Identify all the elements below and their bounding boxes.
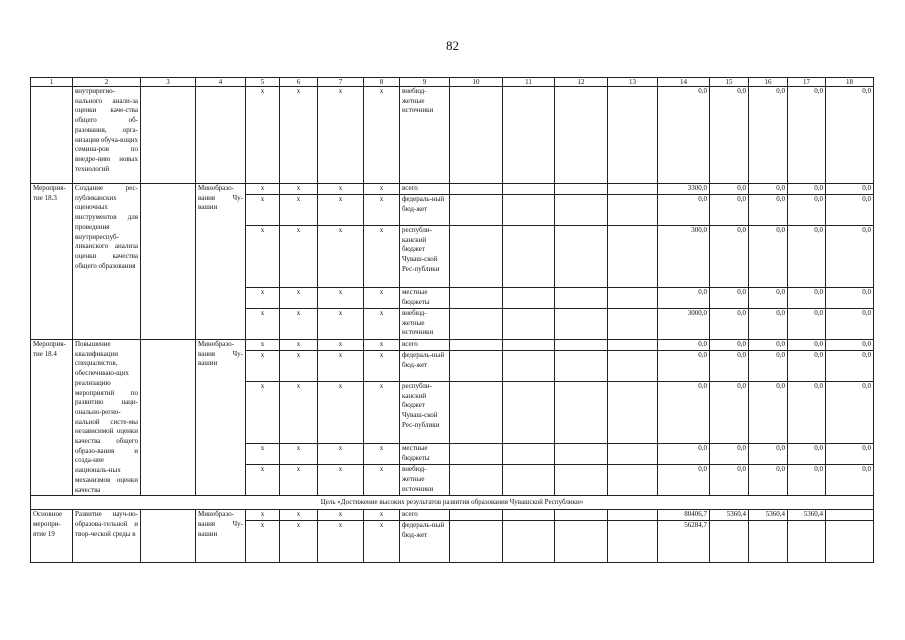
- empty-cell: [450, 226, 503, 288]
- x-mark: x: [246, 309, 280, 340]
- x-mark: x: [246, 195, 280, 226]
- funding-source: местные бюджеты: [400, 444, 450, 465]
- amount-cell: 0,0: [788, 288, 826, 309]
- empty-cell: [608, 465, 658, 496]
- amount-cell: 0,0: [710, 444, 749, 465]
- x-mark: x: [318, 87, 364, 184]
- amount-cell: 0,0: [749, 309, 788, 340]
- funding-source: федераль-ный бюд-жет: [400, 351, 450, 382]
- amount-cell: 0,0: [710, 288, 749, 309]
- amount-cell: 56284,7: [658, 521, 710, 563]
- table-row: [31, 510, 874, 521]
- x-mark: x: [280, 382, 318, 444]
- amount-cell: 0,0: [788, 351, 826, 382]
- x-mark: x: [364, 195, 400, 226]
- amount-cell: 0,0: [826, 465, 874, 496]
- header-row: [31, 78, 874, 87]
- empty-cell: [608, 351, 658, 382]
- x-mark: x: [364, 382, 400, 444]
- empty-cell: [608, 195, 658, 226]
- amount-cell: 5360,4: [788, 510, 826, 521]
- empty-cell: [503, 184, 555, 195]
- funding-source: внебюд-жетные источники: [400, 87, 450, 184]
- amount-cell: 0,0: [749, 465, 788, 496]
- event-name: внутрирегио-нального анали-за оценки каче-ства общего об-разования, орга-низация обуча-ющих семина-ров по внедре-нию новых технологий: [73, 87, 141, 184]
- event-label: Мероприя-тие 18.3: [31, 184, 73, 340]
- x-mark: x: [246, 521, 280, 563]
- x-mark: x: [364, 465, 400, 496]
- x-mark: x: [364, 184, 400, 195]
- event-name: Развитие науч-но-образова-тельной и твор-ческой среды в: [73, 510, 141, 563]
- col-header: 17: [788, 78, 826, 87]
- x-mark: x: [280, 87, 318, 184]
- empty-cell: [608, 444, 658, 465]
- amount-cell: 0,0: [826, 195, 874, 226]
- x-mark: x: [318, 195, 364, 226]
- amount-cell: 0,0: [710, 382, 749, 444]
- x-mark: x: [280, 309, 318, 340]
- amount-cell: 0,0: [826, 184, 874, 195]
- x-mark: x: [318, 226, 364, 288]
- amount-cell: 0,0: [749, 288, 788, 309]
- goal-title: Цель «Достижение высоких результатов развития образования Чувашской Республики»: [31, 496, 874, 510]
- x-mark: x: [364, 340, 400, 351]
- empty-cell: [450, 184, 503, 195]
- amount-cell: 0,0: [826, 351, 874, 382]
- amount-cell: 0,0: [710, 351, 749, 382]
- amount-cell: 3300,0: [658, 184, 710, 195]
- empty-cell: [555, 351, 608, 382]
- col-header: 1: [31, 78, 73, 87]
- amount-cell: [826, 521, 874, 563]
- amount-cell: 0,0: [788, 382, 826, 444]
- amount-cell: 0,0: [826, 288, 874, 309]
- funding-source: республи-канский бюджет Чуваш-ской Рес-публики: [400, 226, 450, 288]
- empty-cell: [450, 521, 503, 563]
- amount-cell: 0,0: [749, 382, 788, 444]
- empty-cell: [503, 309, 555, 340]
- x-mark: x: [246, 465, 280, 496]
- amount-cell: 0,0: [710, 465, 749, 496]
- amount-cell: 0,0: [749, 226, 788, 288]
- empty-cell: [141, 340, 196, 496]
- amount-cell: 0,0: [710, 184, 749, 195]
- x-mark: x: [246, 444, 280, 465]
- funding-source: федераль-ный бюд-жет: [400, 521, 450, 563]
- executor: [196, 87, 246, 184]
- x-mark: x: [318, 444, 364, 465]
- amount-cell: 80406,7: [658, 510, 710, 521]
- col-header: 2: [73, 78, 141, 87]
- amount-cell: 0,0: [710, 226, 749, 288]
- amount-cell: 5360,4: [749, 510, 788, 521]
- amount-cell: 0,0: [826, 309, 874, 340]
- empty-cell: [503, 521, 555, 563]
- x-mark: x: [318, 288, 364, 309]
- x-mark: x: [318, 382, 364, 444]
- x-mark: x: [280, 444, 318, 465]
- empty-cell: [503, 444, 555, 465]
- x-mark: x: [318, 351, 364, 382]
- col-header: 13: [608, 78, 658, 87]
- amount-cell: 0,0: [788, 444, 826, 465]
- col-header: 9: [400, 78, 450, 87]
- empty-cell: [555, 510, 608, 521]
- col-header: 10: [450, 78, 503, 87]
- x-mark: x: [246, 351, 280, 382]
- empty-cell: [503, 195, 555, 226]
- amount-cell: 0,0: [749, 351, 788, 382]
- x-mark: x: [364, 521, 400, 563]
- page-number: 82: [446, 38, 459, 53]
- amount-cell: 0,0: [788, 195, 826, 226]
- x-mark: x: [318, 465, 364, 496]
- x-mark: x: [246, 226, 280, 288]
- empty-cell: [503, 226, 555, 288]
- empty-cell: [450, 510, 503, 521]
- amount-cell: 0,0: [749, 444, 788, 465]
- amount-cell: 0,0: [658, 195, 710, 226]
- amount-cell: 0,0: [658, 288, 710, 309]
- amount-cell: 0,0: [788, 226, 826, 288]
- amount-cell: 0,0: [710, 195, 749, 226]
- amount-cell: 0,0: [788, 87, 826, 184]
- amount-cell: 0,0: [826, 444, 874, 465]
- amount-cell: 0,0: [658, 444, 710, 465]
- empty-cell: [555, 226, 608, 288]
- empty-cell: [608, 288, 658, 309]
- empty-cell: [555, 382, 608, 444]
- col-header: 12: [555, 78, 608, 87]
- x-mark: x: [364, 351, 400, 382]
- empty-cell: [608, 382, 658, 444]
- x-mark: x: [364, 226, 400, 288]
- empty-cell: [608, 340, 658, 351]
- empty-cell: [608, 521, 658, 563]
- col-header: 4: [196, 78, 246, 87]
- x-mark: x: [246, 87, 280, 184]
- empty-cell: [503, 382, 555, 444]
- empty-cell: [555, 444, 608, 465]
- empty-cell: [450, 351, 503, 382]
- col-header: 6: [280, 78, 318, 87]
- empty-cell: [141, 184, 196, 340]
- empty-cell: [555, 465, 608, 496]
- funding-source: республи-канский бюджет Чуваш-ской Рес-публики: [400, 382, 450, 444]
- event-label: Основное меропри-ятие 19: [31, 510, 73, 563]
- empty-cell: [503, 87, 555, 184]
- x-mark: x: [364, 444, 400, 465]
- event-name: Создание рес-публиканских оценочных инструментов для проведения внутриреспуб-ликанского анализа оценки качества общего образования: [73, 184, 141, 340]
- x-mark: x: [364, 87, 400, 184]
- col-header: 15: [710, 78, 749, 87]
- x-mark: x: [280, 195, 318, 226]
- funding-source: местные бюджеты: [400, 288, 450, 309]
- amount-cell: 0,0: [788, 184, 826, 195]
- x-mark: x: [318, 510, 364, 521]
- empty-cell: [503, 340, 555, 351]
- goal-row: [31, 496, 874, 510]
- col-header: 5: [246, 78, 280, 87]
- x-mark: x: [246, 382, 280, 444]
- empty-cell: [503, 510, 555, 521]
- empty-cell: [450, 87, 503, 184]
- table-row: [31, 340, 874, 351]
- x-mark: x: [280, 184, 318, 195]
- empty-cell: [608, 510, 658, 521]
- x-mark: x: [246, 340, 280, 351]
- table-row: [31, 87, 874, 184]
- amount-cell: [788, 521, 826, 563]
- x-mark: x: [318, 309, 364, 340]
- empty-cell: [608, 184, 658, 195]
- empty-cell: [555, 184, 608, 195]
- funding-source: внебюд-жетные источники: [400, 309, 450, 340]
- empty-cell: [555, 288, 608, 309]
- empty-cell: [450, 309, 503, 340]
- empty-cell: [555, 340, 608, 351]
- empty-cell: [555, 87, 608, 184]
- amount-cell: 0,0: [826, 87, 874, 184]
- x-mark: x: [280, 521, 318, 563]
- amount-cell: 3000,0: [658, 309, 710, 340]
- x-mark: x: [364, 288, 400, 309]
- amount-cell: 0,0: [788, 465, 826, 496]
- empty-cell: [503, 288, 555, 309]
- empty-cell: [450, 382, 503, 444]
- amount-cell: 0,0: [710, 309, 749, 340]
- empty-cell: [608, 87, 658, 184]
- empty-cell: [555, 195, 608, 226]
- col-header: 14: [658, 78, 710, 87]
- empty-cell: [450, 195, 503, 226]
- event-label: Мероприя-тие 18.4: [31, 340, 73, 496]
- event-name: Повышение квалификации специалистов, обеспечиваю-щих реализацию мероприятий по развитию наци-онально-регио-нальной систе-мы независимой оценки качества общего образо-вания и созда-ние националь-ных механизмов оценки качества: [73, 340, 141, 496]
- amount-cell: 0,0: [826, 226, 874, 288]
- x-mark: x: [364, 309, 400, 340]
- executor: Минобразо-вания Чу-вашии: [196, 184, 246, 340]
- funding-source: внебюд-жетные источники: [400, 465, 450, 496]
- x-mark: x: [246, 510, 280, 521]
- funding-source: всего: [400, 184, 450, 195]
- amount-cell: 0,0: [710, 87, 749, 184]
- x-mark: x: [280, 510, 318, 521]
- amount-cell: 0,0: [658, 87, 710, 184]
- event-label: [31, 87, 73, 184]
- budget-table: [30, 77, 874, 563]
- empty-cell: [450, 340, 503, 351]
- x-mark: x: [280, 351, 318, 382]
- amount-cell: [710, 521, 749, 563]
- amount-cell: 0,0: [658, 465, 710, 496]
- amount-cell: 0,0: [749, 87, 788, 184]
- empty-cell: [555, 309, 608, 340]
- executor: Минобразо-вания Чу-вашии: [196, 340, 246, 496]
- empty-cell: [608, 226, 658, 288]
- x-mark: x: [318, 340, 364, 351]
- amount-cell: 0,0: [658, 351, 710, 382]
- col-header: 11: [503, 78, 555, 87]
- amount-cell: [749, 521, 788, 563]
- table-row: [31, 184, 874, 195]
- amount-cell: 300,0: [658, 226, 710, 288]
- empty-cell: [608, 309, 658, 340]
- empty-cell: [450, 444, 503, 465]
- col-header: 16: [749, 78, 788, 87]
- x-mark: x: [280, 340, 318, 351]
- amount-cell: 0,0: [658, 382, 710, 444]
- x-mark: x: [246, 184, 280, 195]
- amount-cell: 0,0: [788, 309, 826, 340]
- x-mark: x: [280, 465, 318, 496]
- col-header: 3: [141, 78, 196, 87]
- empty-cell: [503, 351, 555, 382]
- col-header: 18: [826, 78, 874, 87]
- funding-source: всего: [400, 340, 450, 351]
- empty-cell: [141, 510, 196, 563]
- x-mark: x: [364, 510, 400, 521]
- x-mark: x: [280, 226, 318, 288]
- amount-cell: 0,0: [658, 340, 710, 351]
- funding-source: всего: [400, 510, 450, 521]
- empty-cell: [555, 521, 608, 563]
- empty-cell: [450, 288, 503, 309]
- x-mark: x: [318, 184, 364, 195]
- x-mark: x: [318, 521, 364, 563]
- amount-cell: 0,0: [749, 184, 788, 195]
- x-mark: x: [280, 288, 318, 309]
- amount-cell: 5360,4: [710, 510, 749, 521]
- col-header: 8: [364, 78, 400, 87]
- empty-cell: [450, 465, 503, 496]
- empty-cell: [503, 465, 555, 496]
- x-mark: x: [246, 288, 280, 309]
- amount-cell: [826, 510, 874, 521]
- amount-cell: 0,0: [826, 382, 874, 444]
- amount-cell: 0,0: [749, 340, 788, 351]
- executor: Минобразо-вания Чу-вашии: [196, 510, 246, 563]
- amount-cell: 0,0: [826, 340, 874, 351]
- amount-cell: 0,0: [749, 195, 788, 226]
- empty-cell: [141, 87, 196, 184]
- amount-cell: 0,0: [788, 340, 826, 351]
- funding-source: федераль-ный бюд-жет: [400, 195, 450, 226]
- amount-cell: 0,0: [710, 340, 749, 351]
- col-header: 7: [318, 78, 364, 87]
